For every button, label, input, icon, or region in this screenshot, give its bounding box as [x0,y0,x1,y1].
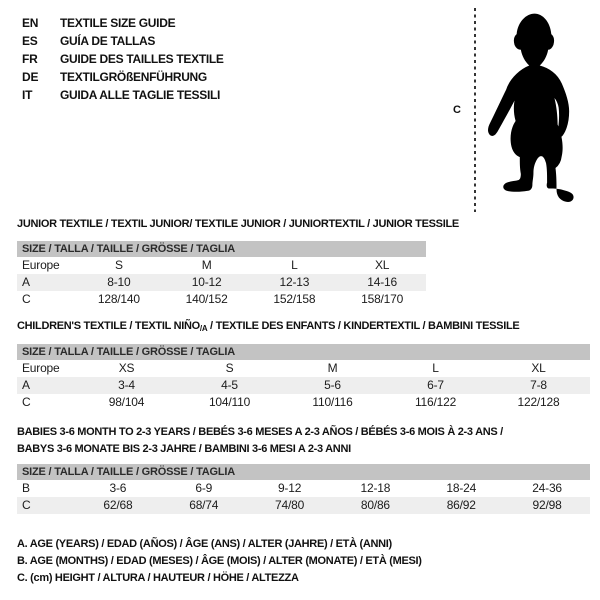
table-cell: 14-16 [367,275,397,289]
language-code: IT [22,88,33,102]
table-cell: S [114,258,123,272]
footnote-c: C. (cm) HEIGHT / ALTURA / HAUTEUR / HÖHE / ALTEZZA [17,572,299,584]
language-code: ES [22,34,38,48]
table-cell: 152/158 [273,292,316,306]
language-list [22,14,224,104]
table-cell: 10-12 [191,275,222,289]
language-row-es [22,32,224,50]
row-label: B [22,481,30,495]
footnotes [17,536,422,587]
table-cell: 3-6 [109,481,127,495]
table-cell: 98/104 [108,395,145,409]
table-row [17,497,590,514]
table-row [17,274,426,291]
language-row-it [22,86,224,104]
table-cell: L [291,258,298,272]
table-cell: 8-10 [107,275,131,289]
children-heading-prefix: CHILDREN'S TEXTILE / TEXTIL NIÑO [17,320,200,332]
table-cell: 122/128 [517,395,560,409]
height-dashed-line [474,8,476,212]
table-cell: 116/122 [414,395,457,409]
table-cell: 6-7 [427,378,444,392]
babies-heading-line1: BABIES 3-6 MONTH TO 2-3 YEARS / BEBÉS 3-6 MESES A 2-3 AÑOS / BÉBÉS 3-6 MOIS À 2-3 ANS / [17,426,503,438]
table-cell: 104/110 [208,395,251,409]
table-row [17,291,426,308]
table-row [17,257,426,274]
children-heading-suffix: / TEXTILE DES ENFANTS / KINDERTEXTIL / BAMBINI TESSILE [207,320,520,332]
row-label: C [22,292,31,306]
table-cell: 24-36 [532,481,562,495]
table-cell: 80/86 [360,498,390,512]
babies-size-header-bar: SIZE / TALLA / TAILLE / GRÖSSE / TAGLIA [17,464,590,480]
table-cell: M [201,258,212,272]
language-code: EN [22,16,39,30]
table-row [17,480,590,497]
language-title: GUIDE DES TAILLES TEXTILE [60,52,224,66]
language-title: TEXTILGRÖßENFÜHRUNG [60,70,207,84]
table-cell: XL [531,361,546,375]
table-cell: S [225,361,234,375]
table-cell: M [327,361,338,375]
children-size-table [17,344,590,411]
language-title: TEXTILE SIZE GUIDE [60,16,176,30]
table-cell: 140/152 [185,292,228,306]
table-row [17,394,590,411]
language-row-en [22,14,224,32]
babies-size-table [17,464,590,514]
children-size-header-bar: SIZE / TALLA / TAILLE / GRÖSSE / TAGLIA [17,344,590,360]
row-label: C [22,498,31,512]
figure-area [440,0,600,220]
table-row [17,360,590,377]
footnote-a: A. AGE (YEARS) / EDAD (AÑOS) / ÂGE (ANS) / ALTER (JAHRE) / ETÀ (ANNI) [17,538,392,550]
row-label: Europe [22,361,60,375]
babies-section-heading [17,424,557,458]
children-heading-sub: /A [199,324,208,333]
babies-heading-line2: BABYS 3-6 MONATE BIS 2-3 JAHRE / BAMBINI 3-6 MESI A 2-3 ANNI [17,443,351,455]
table-cell: 110/116 [312,395,353,409]
table-cell: L [432,361,439,375]
height-label-c: C [453,104,461,116]
footnote-b: B. AGE (MONTHS) / EDAD (MESES) / ÂGE (MOIS) / ALTER (MONATE) / ETÀ (MESI) [17,555,422,567]
language-title: GUIDA ALLE TAGLIE TESSILI [60,88,221,102]
row-label: A [22,378,30,392]
junior-section-heading: JUNIOR TEXTILE / TEXTIL JUNIOR/ TEXTILE JUNIOR / JUNIORTEXTIL / JUNIOR TESSILE [17,218,459,230]
table-row [17,377,590,394]
table-cell: 7-8 [530,378,547,392]
table-cell: 86/92 [446,498,476,512]
table-cell: 92/98 [532,498,562,512]
row-label: A [22,275,30,289]
table-cell: 4-5 [221,378,238,392]
table-cell: 62/68 [103,498,133,512]
table-cell: 18-24 [446,481,477,495]
table-cell: 74/80 [275,498,305,512]
language-code: FR [22,52,38,66]
table-cell: 128/140 [97,292,140,306]
table-cell: 9-12 [277,481,302,495]
table-cell: XL [374,258,390,272]
table-cell: 3-4 [118,378,135,392]
children-section-heading [17,320,519,333]
table-cell: 68/74 [189,498,219,512]
table-cell: 158/170 [361,292,404,306]
table-cell: XS [118,361,135,375]
language-title: GUÍA DE TALLAS [60,34,156,48]
language-row-fr [22,50,224,68]
language-code: DE [22,70,39,84]
table-cell: 12-13 [279,275,310,289]
table-cell: 12-18 [360,481,391,495]
toddler-silhouette [482,10,587,215]
junior-size-table [17,241,426,308]
row-label: Europe [22,258,60,272]
junior-size-header-bar: SIZE / TALLA / TAILLE / GRÖSSE / TAGLIA [17,241,426,257]
table-cell: 5-6 [324,378,341,392]
table-cell: 6-9 [195,481,213,495]
language-row-de [22,68,224,86]
row-label: C [22,395,31,409]
